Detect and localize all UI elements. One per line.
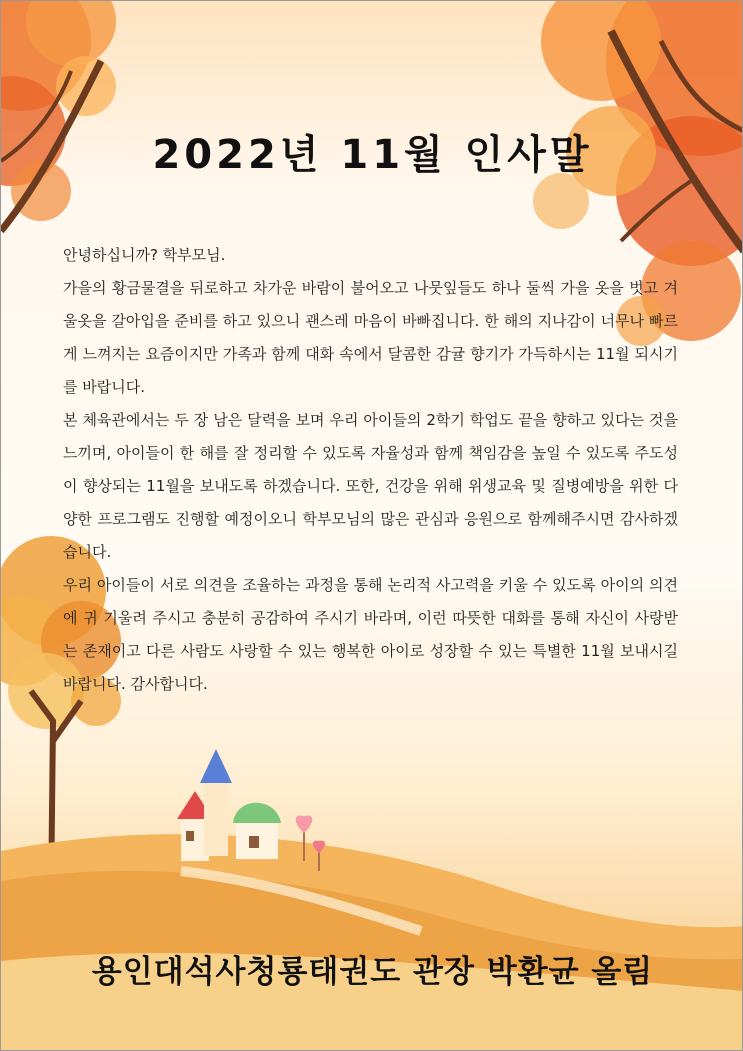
letter-body <box>63 239 678 701</box>
paragraph-3: 우리 아이들이 서로 의견을 조율하는 과정을 통해 논리적 사고력을 키울 수 있도록 아이의 의견에 귀 기울려 주시고 충분히 공감하여 주시기 바라며, 이런 따뜻한 대화를 통해 자신이 사랑받는 존재이고 다른 사람도 사랑할 수 있는 행복한 아이로 성장할 수 있는 특별한 11월 보내시길 바랍니다. 감사합니다. <box>63 576 678 693</box>
top-left-tree <box>1 1 116 231</box>
hills <box>1 834 743 1051</box>
signature: 용인대석사청룡태권도 관장 박환균 올림 <box>91 954 654 990</box>
paragraph-1: 가을의 황금물결을 뒤로하고 차가운 바람이 불어오고 나뭇잎들도 하나 둘씩 가을 옷을 벗고 겨울옷을 갈아입을 준비를 하고 있으니 괜스레 마음이 바빠집니다. 한 해의 지나감이 너무나 빠르게 느껴지는 요즘이지만 가족과 함께 대화 속에서 달콤한 감귤 향기가 가득하시는 11월 되시기를 바랍니다. <box>63 279 678 396</box>
paragraph-2: 본 체육관에서는 두 장 남은 달력을 보며 우리 아이들의 2학기 학업도 끝을 향하고 있다는 것을 느끼며, 아이들이 한 해를 잘 정리할 수 있도록 자율성과 함께 책임감을 높일 수 있도록 주도성이 향상되는 11월을 보내도록 하겠습니다. 또한, 건강을 위해 위생교육 및 질병예방을 위한 다양한 프로그램도 진행할 예정이오니 학부모님의 많은 관심과 응원으로 함께해주시면 감사하겠습니다. <box>63 411 678 561</box>
page-title: 2022년 11월 인사말 <box>152 132 593 178</box>
greeting: 안녕하십니까? 학부모님. <box>63 246 226 264</box>
